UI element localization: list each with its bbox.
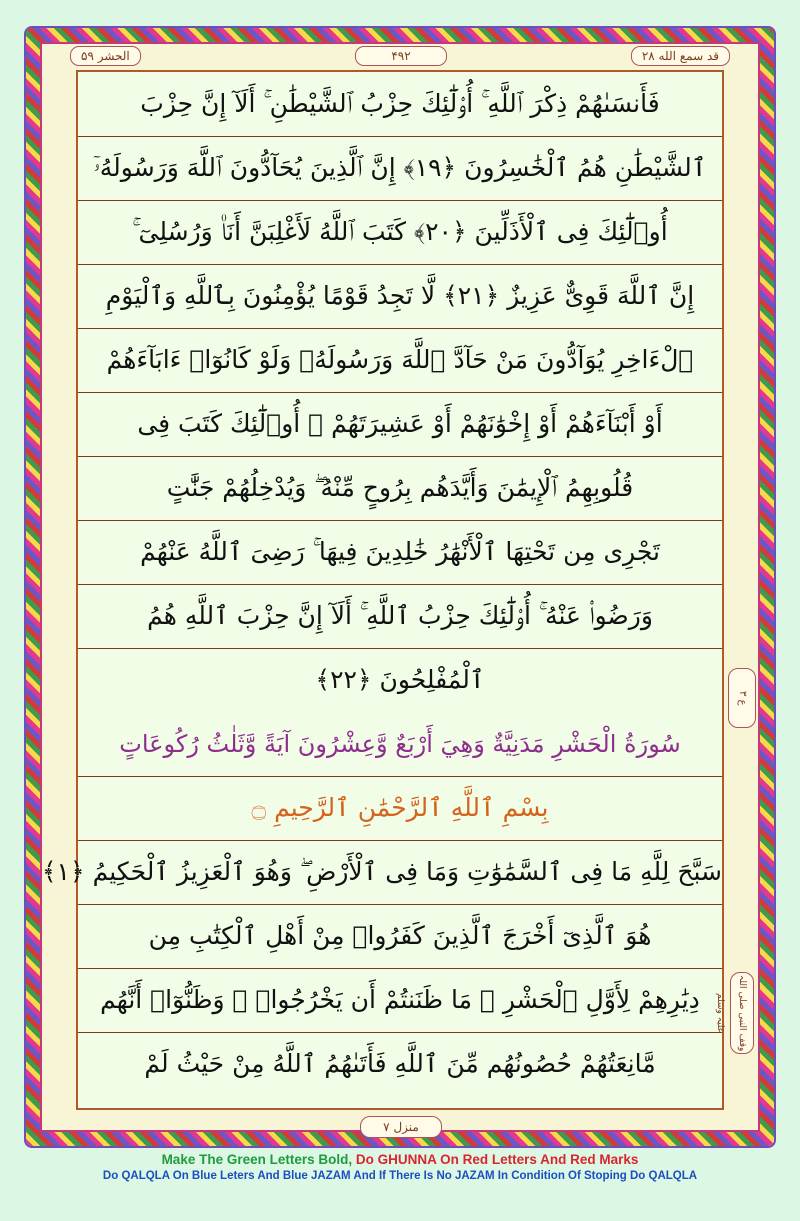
line-text: إِنَّ ٱللَّهَ قَوِىٌّ عَزِيزٌ ﴿٢١﴾ لَّا تَجِدُ قَوْمًا يُؤْمِنُونَ بِٱللَّهِ وَٱلْيَوْمِ [105, 281, 695, 310]
line-text: سَبَّحَ لِلَّهِ مَا فِى ٱلسَّمَٰوَٰتِ وَمَا فِى ٱلْأَرْضِ ۖ وَهُوَ ٱلْعَزِيزُ ٱلْحَكِيمُ ﴿١﴾ [41, 857, 722, 886]
ruku-marker: ع ۳ [728, 668, 756, 728]
page-number: ۴۹۲ [355, 46, 447, 66]
line-text: أَوْ أَبْنَآءَهُمْ أَوْ إِخْوَٰنَهُمْ أَوْ عَشِيرَتَهُمْ ۚ أُو۟لَٰٓئِكَ كَتَبَ فِى [137, 409, 663, 438]
line-text: وَرَضُوا۟ عَنْهُ ۚ أُو۟لَٰٓئِكَ حِزْبُ ٱللَّهِ ۚ أَلَآ إِنَّ حِزْبَ ٱللَّهِ هُمُ [147, 601, 653, 630]
verse-line [78, 264, 722, 329]
page-header [70, 46, 730, 66]
manzil-label: منزل ۷ [360, 1116, 442, 1138]
verse-line [78, 968, 722, 1033]
line-text: هُوَ ٱلَّذِىٓ أَخْرَجَ ٱلَّذِينَ كَفَرُوا۟ مِنْ أَهْلِ ٱلْكِتَٰبِ مِن [148, 921, 652, 950]
verse-line [78, 904, 722, 969]
juz-name-label: قد سمع الله ۲۸ [631, 46, 730, 66]
caption-green-part: Make The Green Letters Bold, [161, 1152, 353, 1167]
verse-line [78, 200, 722, 265]
bismillah-text: بِسْمِ ٱللَّهِ ٱلرَّحْمَٰنِ ٱلرَّحِيمِ ۝ [251, 793, 549, 822]
line-text: قُلُوبِهِمُ ٱلْإِيمَٰنَ وَأَيَّدَهُم بِرُوحٍ مِّنْهُ ۖ وَيُدْخِلُهُمْ جَنَّٰتٍ [166, 473, 634, 502]
line-text: فَأَنسَىٰهُمْ ذِكْرَ ٱللَّهِ ۚ أُو۟لَٰٓئِكَ حِزْبُ ٱلشَّيْطَٰنِ ۚ أَلَآ إِنَّ حِزْبَ [140, 89, 660, 118]
verse-line [78, 520, 722, 585]
quran-text-panel [41, 70, 724, 1110]
line-text: مَّانِعَتُهُمْ حُصُونُهُم مِّنَ ٱللَّهِ فَأَتَىٰهُمُ ٱللَّهُ مِنْ حَيْثُ لَمْ [144, 1049, 656, 1078]
surah-title-text: سُورَةُ الْحَشْرِ مَدَنِيَّةٌ وَهِيَ أَرْبَعٌ وَّعِشْرُونَ آيَةً وَّثَلٰثُ رُكُوعَاتٍ [119, 730, 681, 758]
caption-blue-part-2: And If There Is No JAZAM In Condition Of Stoping Do QALQLA [353, 1170, 698, 1182]
line-text: تَجْرِى مِن تَحْتِهَا ٱلْأَنْهَٰرُ خَٰلِدِينَ فِيهَا ۚ رَضِىَ ٱللَّهُ عَنْهُمْ [140, 537, 660, 566]
waqf-marker: وقف النبی صلی اللہ علیہ وسلم [730, 972, 754, 1054]
bismillah [78, 776, 722, 841]
line-text: أُو۟لَٰٓئِكَ فِى ٱلْأَذَلِّينَ ﴿٢٠﴾ كَتَبَ ٱللَّهُ لَأَغْلِبَنَّ أَنَا۠ وَرُسُلِىٓ ۚ [132, 217, 668, 246]
caption-red-part: Do GHUNNA On Red Letters And Red Marks [355, 1152, 639, 1167]
verse-line [78, 648, 722, 713]
line-text: ٱلْءَاخِرِ يُوَآدُّونَ مَنْ حَآدَّ ٱللَّهَ وَرَسُولَهُۥ وَلَوْ كَانُوٓا۟ ءَابَآءَهُمْ [106, 345, 694, 374]
verse-line [78, 584, 722, 649]
tajweed-caption-2 [0, 1170, 800, 1182]
surah-name-label: الحشر ۵۹ [70, 46, 141, 66]
line-text: دِيَٰرِهِمْ لِأَوَّلِ ٱلْحَشْرِ ۚ مَا ظَنَنتُمْ أَن يَخْرُجُوا۟ ۖ وَظَنُّوٓا۟ أَنَّهُم [100, 985, 700, 1014]
tajweed-caption-1 [0, 1152, 800, 1167]
line-text: ٱلشَّيْطَٰنِ هُمُ ٱلْخَٰسِرُونَ ﴿١٩﴾ إِنَّ ٱلَّذِينَ يُحَآدُّونَ ٱللَّهَ وَرَسُولَهُۥٓ [93, 153, 707, 182]
verse-line [78, 1032, 722, 1096]
caption-blue-part-1: Do QALQLA On Blue Leters And Blue JAZAM [102, 1170, 351, 1182]
surah-title-banner [78, 712, 722, 777]
verse-line [78, 72, 722, 137]
verse-line [41, 840, 722, 905]
verse-line [78, 392, 722, 457]
verse-line [78, 328, 722, 393]
verse-line [78, 456, 722, 521]
line-text: ٱلْمُفْلِحُونَ ﴿٢٢﴾ [315, 665, 485, 694]
verse-line [78, 136, 722, 201]
